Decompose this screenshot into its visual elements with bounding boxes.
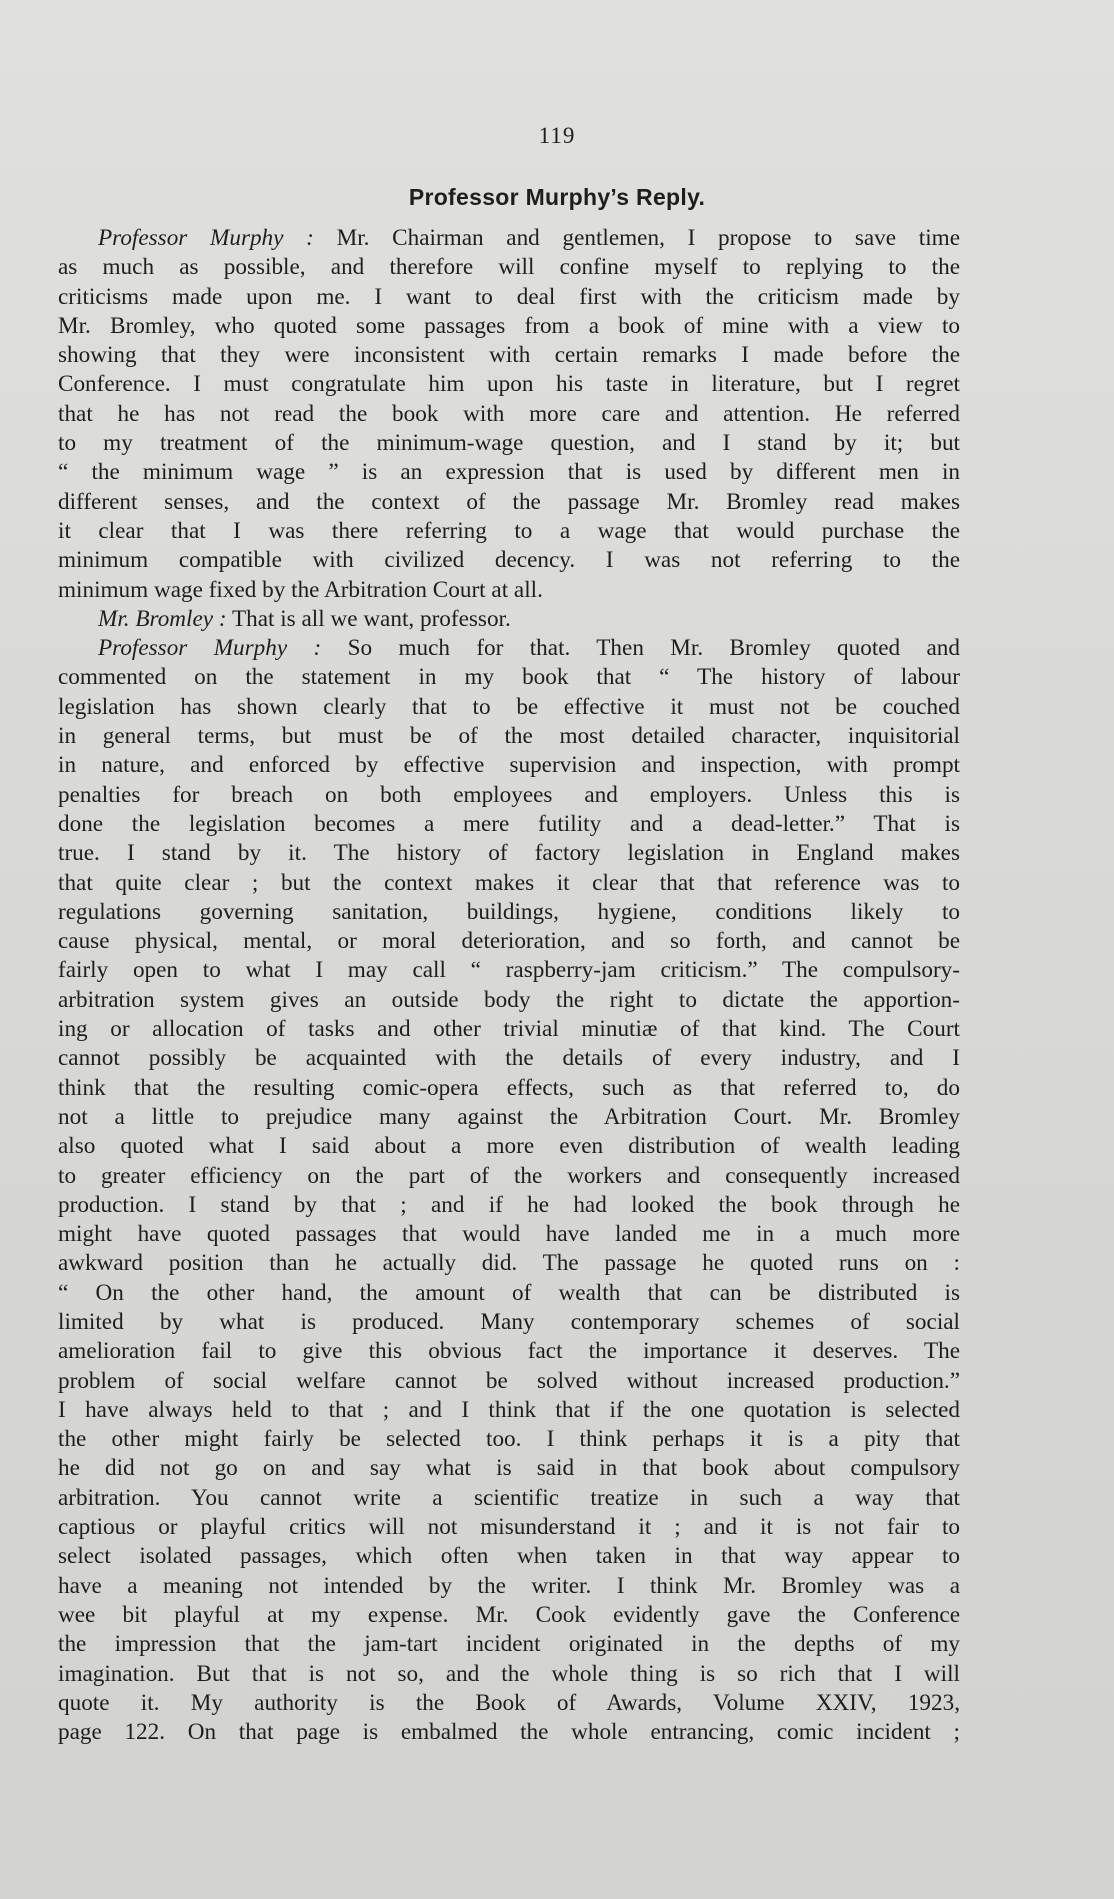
text-line: regulations governing sanitation, buildings, hygiene, conditions likely to (58, 898, 960, 925)
page-number: 119 (538, 123, 576, 148)
text-line: amelioration fail to give this obvious fact the importance it deserves. The (58, 1338, 960, 1365)
text-line: to my treatment of the minimum-wage question, and I stand by it; but (58, 430, 960, 457)
text-line: legislation has shown clearly that to be effective it must not be couched (58, 693, 960, 720)
text-line: production. I stand by that ; and if he had looked the book through he (58, 1191, 960, 1218)
text-line: might have quoted passages that would have landed me in a much more (58, 1221, 960, 1248)
text-line: arbitration. You cannot write a scientific treatize in such a way that (58, 1484, 960, 1511)
text-line: also quoted what I said about a more even distribution of wealth leading (58, 1133, 960, 1160)
text-line: fairly open to what I may call “ raspberry-jam criticism.” The compulsory- (58, 957, 960, 984)
paragraph (58, 605, 960, 634)
text-line: think that the resulting comic-opera effects, such as that referred to, do (58, 1074, 960, 1101)
paragraph (58, 224, 960, 605)
text-line: wee bit playful at my expense. Mr. Cook evidently gave the Conference (58, 1601, 960, 1628)
text-line: the other might fairly be selected too. I think perhaps it is a pity that (58, 1426, 960, 1453)
text-line: commented on the statement in my book that “ The history of labour (58, 664, 960, 691)
text-line: penalties for breach on both employees and employers. Unless this is (58, 781, 960, 808)
paragraph (58, 634, 960, 1747)
text-line: Conference. I must congratulate him upon his taste in literature, but I regret (58, 371, 960, 398)
text-line: page 122. On that page is embalmed the whole entrancing, comic incident ; (58, 1719, 960, 1746)
text-line: Professor Murphy : So much for that. Then Mr. Bromley quoted and (98, 635, 960, 662)
speaker-name: Professor Murphy : (98, 225, 314, 251)
text-line: select isolated passages, which often when taken in that way appear to (58, 1543, 960, 1570)
text-line: imagination. But that is not so, and the whole thing is so rich that I will (58, 1660, 960, 1687)
text-line: I have always held to that ; and I think that if the one quotation is selected (58, 1396, 960, 1423)
text-line: have a meaning not intended by the writer. I think Mr. Bromley was a (58, 1572, 960, 1599)
text-line: showing that they were inconsistent with certain remarks I made before the (58, 342, 960, 369)
text-line: he did not go on and say what is said in that book about compulsory (58, 1455, 960, 1482)
text-line: ing or allocation of tasks and other trivial minutiæ of that kind. The Court (58, 1016, 960, 1043)
text-line: different senses, and the context of the passage Mr. Bromley read makes (58, 488, 960, 515)
text-line: in nature, and enforced by effective supervision and inspection, with prompt (58, 752, 960, 779)
text-line: “ the minimum wage ” is an expression that is used by different men in (58, 459, 960, 486)
text-line: Mr. Bromley, who quoted some passages from a book of mine with a view to (58, 312, 960, 339)
text-line: to greater efficiency on the part of the workers and consequently increased (58, 1162, 960, 1189)
text-line: quote it. My authority is the Book of Awards, Volume XXIV, 1923, (58, 1689, 960, 1716)
text-line: the impression that the jam-tart incident originated in the depths of my (58, 1631, 960, 1658)
text-line: not a little to prejudice many against the Arbitration Court. Mr. Bromley (58, 1103, 960, 1130)
text-line: criticisms made upon me. I want to deal first with the criticism made by (58, 283, 960, 310)
text-line: cause physical, mental, or moral deterioration, and so forth, and cannot be (58, 928, 960, 955)
text-line: it clear that I was there referring to a wage that would purchase the (58, 517, 960, 544)
text-line: minimum wage fixed by the Arbitration Court at all. (58, 576, 543, 603)
text-line: done the legislation becomes a mere futility and a dead-letter.” That is (58, 810, 960, 837)
section-heading: Professor Murphy’s Reply. (408, 184, 706, 210)
text-line: that quite clear ; but the context makes it clear that that reference was to (58, 869, 960, 896)
text-line: that he has not read the book with more care and attention. He referred (58, 400, 960, 427)
text-line: limited by what is produced. Many contemporary schemes of social (58, 1308, 960, 1335)
text-line: “ On the other hand, the amount of wealth that can be distributed is (58, 1279, 960, 1306)
text-line: true. I stand by it. The history of factory legislation in England makes (58, 840, 960, 867)
body-text (58, 224, 960, 1747)
text-line: arbitration system gives an outside body the right to dictate the apportion- (58, 986, 960, 1013)
text-line: captious or playful critics will not misunderstand it ; and it is not fair to (58, 1514, 960, 1541)
text-line: in general terms, but must be of the most detailed character, inquisitorial (58, 723, 960, 750)
text-line: awkward position than he actually did. The passage he quoted runs on : (58, 1250, 960, 1277)
text-line: as much as possible, and therefore will confine myself to replying to the (58, 254, 960, 281)
text-line: Professor Murphy : Mr. Chairman and gentlemen, I propose to save time (98, 225, 960, 251)
speaker-name: Mr. Bromley : (98, 605, 227, 632)
text-line: problem of social welfare cannot be solved without increased production.” (58, 1367, 960, 1394)
speaker-name: Professor Murphy : (98, 635, 322, 662)
text-line: Mr. Bromley : That is all we want, professor. (98, 605, 511, 632)
text-line: minimum compatible with civilized decency. I was not referring to the (58, 547, 960, 574)
text-line: cannot possibly be acquainted with the details of every industry, and I (58, 1045, 960, 1072)
